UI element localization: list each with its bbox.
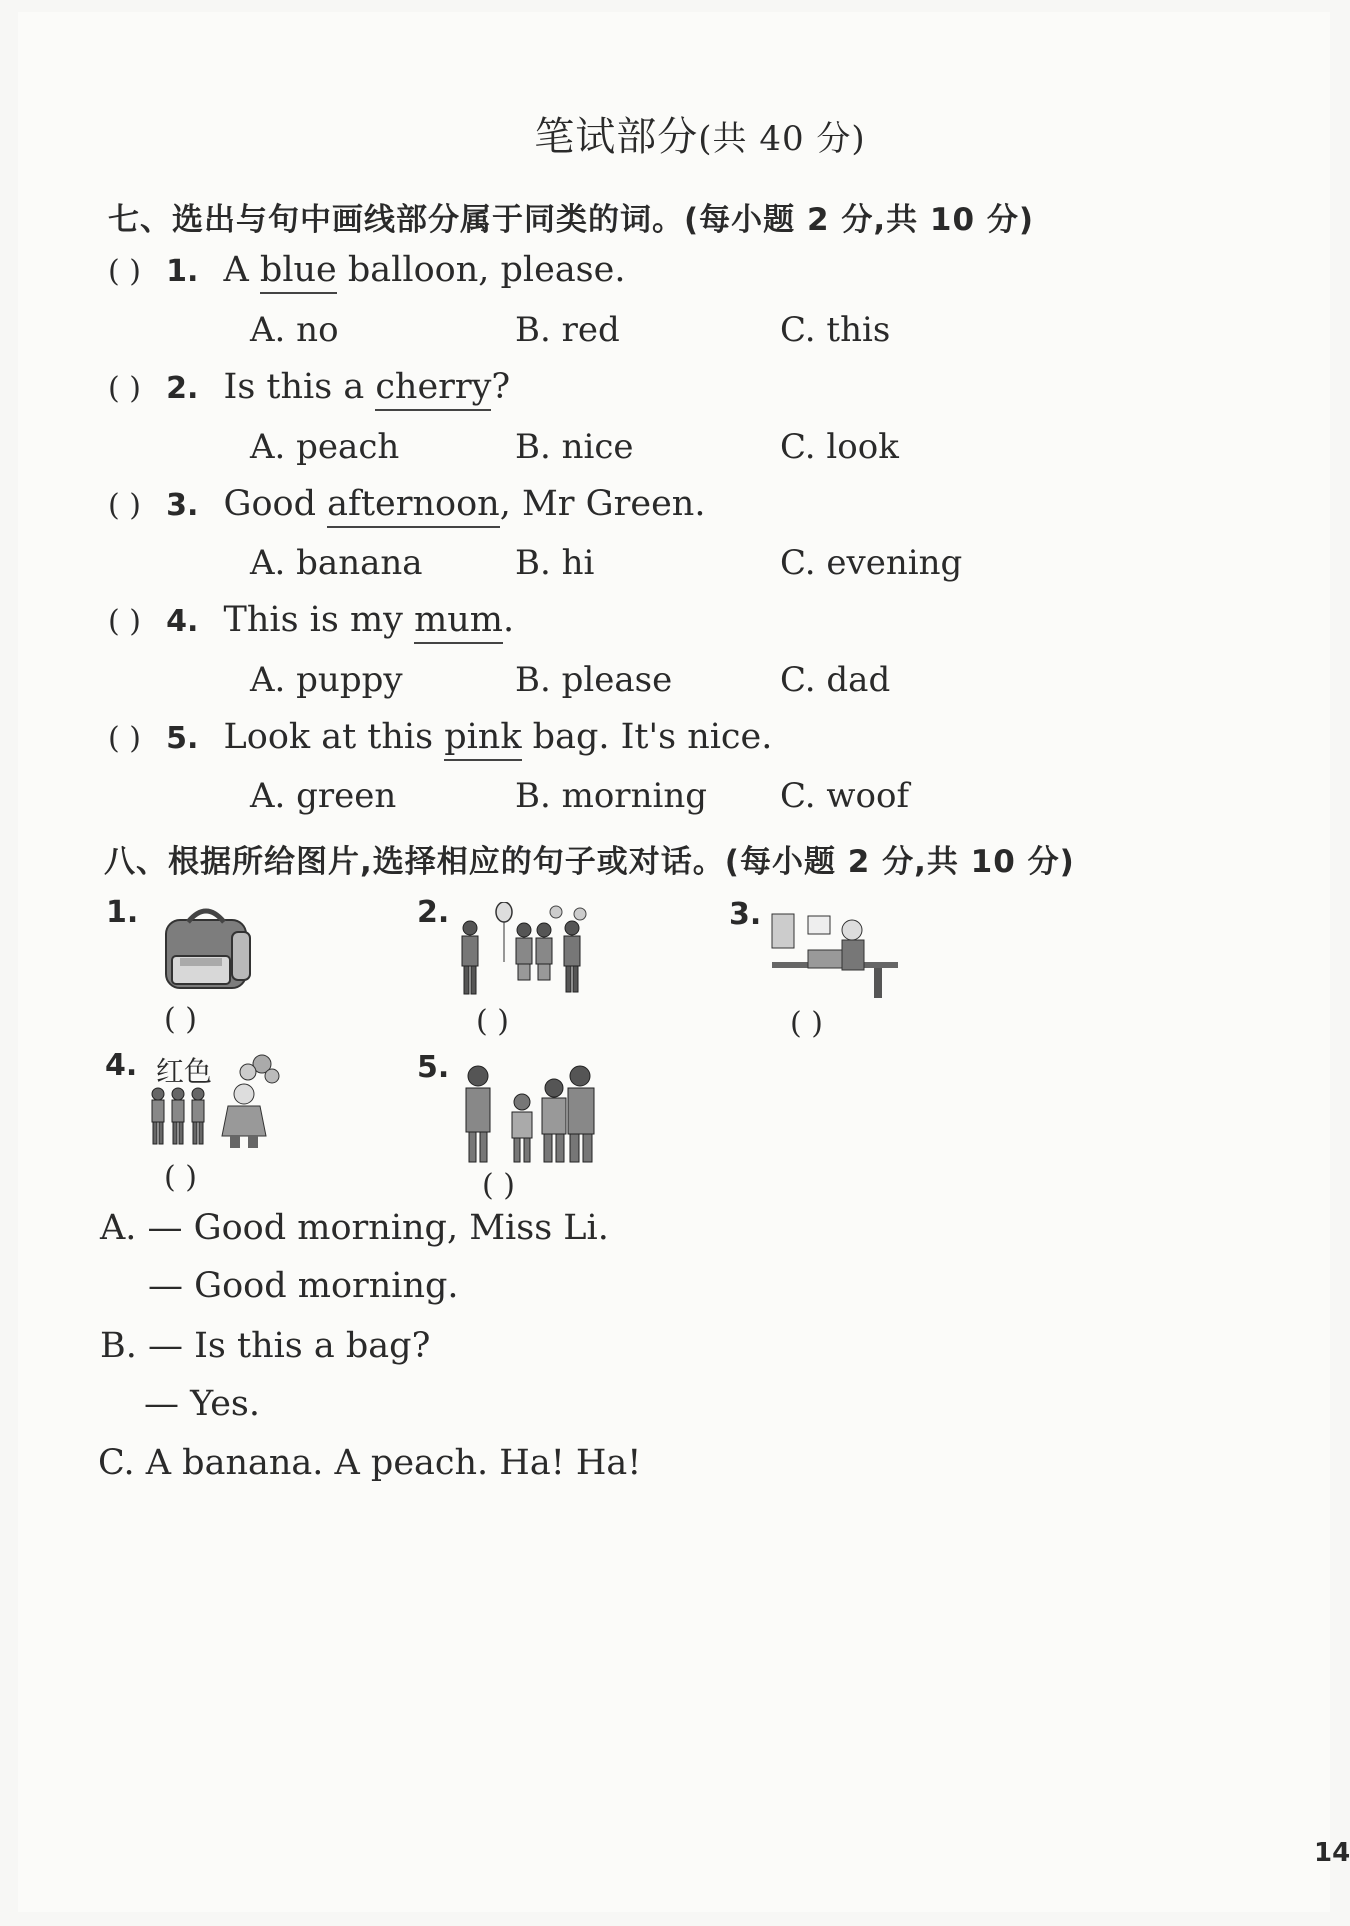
option-c[interactable]: C. look <box>780 427 899 467</box>
title-main: 笔试部分 <box>534 114 699 160</box>
question-number: 5. <box>166 721 199 756</box>
sentence-c: C. A banana. A peach. Ha! Ha! <box>98 1443 642 1483</box>
backpack-icon <box>158 902 258 994</box>
picture-number: 4. <box>105 1048 138 1083</box>
sentence-a-line-1: A. — Good morning, Miss Li. <box>100 1208 609 1248</box>
sentence-b-line-2: — Yes. <box>144 1384 260 1424</box>
underlined-word: afternoon <box>327 484 500 528</box>
option-b[interactable]: B. morning <box>515 776 707 816</box>
picture-number: 5. <box>417 1050 450 1085</box>
answer-blank[interactable]: ( ) <box>164 1002 197 1037</box>
clown-with-balloons-icon <box>144 1052 282 1152</box>
underlined-word: mum <box>414 600 503 644</box>
question-number: 1. <box>166 254 199 289</box>
answer-blank[interactable]: ( ) <box>108 488 141 523</box>
question-text-pre: A <box>223 250 260 290</box>
question-3 <box>108 484 705 524</box>
option-b[interactable]: B. nice <box>515 427 634 467</box>
underlined-word: cherry <box>375 367 491 411</box>
answer-blank[interactable]: ( ) <box>108 254 141 289</box>
answer-blank[interactable]: ( ) <box>790 1006 823 1041</box>
question-text-pre: Good <box>223 484 328 524</box>
option-a[interactable]: A. green <box>250 776 397 816</box>
picture-number: 1. <box>106 895 139 930</box>
man-in-room-icon <box>768 910 902 1004</box>
answer-blank[interactable]: ( ) <box>482 1168 515 1203</box>
page-title <box>0 105 1350 162</box>
picture-caption: 红色 <box>156 1055 213 1088</box>
question-text-pre: Look at this <box>223 717 445 757</box>
picture-number: 3. <box>729 897 762 932</box>
option-a[interactable]: A. banana <box>250 543 423 583</box>
section-7-heading: 七、选出与句中画线部分属于同类的词。(每小题 2 分,共 10 分) <box>108 202 1034 238</box>
question-1 <box>108 250 625 290</box>
sentence-a-line-2: — Good morning. <box>148 1266 459 1306</box>
question-number: 2. <box>166 371 199 406</box>
question-text-pre: This is my <box>223 600 415 640</box>
sentence-b-line-1: B. — Is this a bag? <box>100 1326 431 1366</box>
option-a[interactable]: A. puppy <box>250 660 403 700</box>
picture-number: 2. <box>417 895 450 930</box>
answer-blank[interactable]: ( ) <box>108 371 141 406</box>
title-sub: (共 40 分) <box>698 119 866 159</box>
question-2 <box>108 367 510 407</box>
option-c[interactable]: C. this <box>780 310 891 350</box>
question-text-post: , Mr Green. <box>499 484 706 524</box>
question-text-post: ? <box>491 367 511 407</box>
option-c[interactable]: C. dad <box>780 660 891 700</box>
answer-blank[interactable]: ( ) <box>476 1004 509 1039</box>
option-b[interactable]: B. hi <box>515 543 595 583</box>
answer-blank[interactable]: ( ) <box>164 1160 197 1195</box>
answer-blank[interactable]: ( ) <box>108 604 141 639</box>
question-text-post: . <box>502 600 515 640</box>
question-text-pre: Is this a <box>223 367 376 407</box>
question-5 <box>108 717 772 757</box>
kids-with-balloon-icon <box>456 902 588 1000</box>
underlined-word: blue <box>260 250 337 294</box>
question-4 <box>108 600 514 640</box>
teacher-and-children-icon <box>456 1062 600 1166</box>
option-b[interactable]: B. red <box>515 310 620 350</box>
page-number: 14 <box>1314 1838 1350 1868</box>
question-text-post: bag. It's nice. <box>521 717 773 757</box>
option-b[interactable]: B. please <box>515 660 673 700</box>
option-c[interactable]: C. evening <box>780 543 963 583</box>
section-8-heading: 八、根据所给图片,选择相应的句子或对话。(每小题 2 分,共 10 分) <box>104 844 1075 880</box>
option-a[interactable]: A. no <box>250 310 339 350</box>
answer-blank[interactable]: ( ) <box>108 721 141 756</box>
question-text-post: balloon, please. <box>336 250 626 290</box>
underlined-word: pink <box>444 717 521 761</box>
option-c[interactable]: C. woof <box>780 776 910 816</box>
option-a[interactable]: A. peach <box>250 427 400 467</box>
question-number: 3. <box>166 488 199 523</box>
question-number: 4. <box>166 604 199 639</box>
